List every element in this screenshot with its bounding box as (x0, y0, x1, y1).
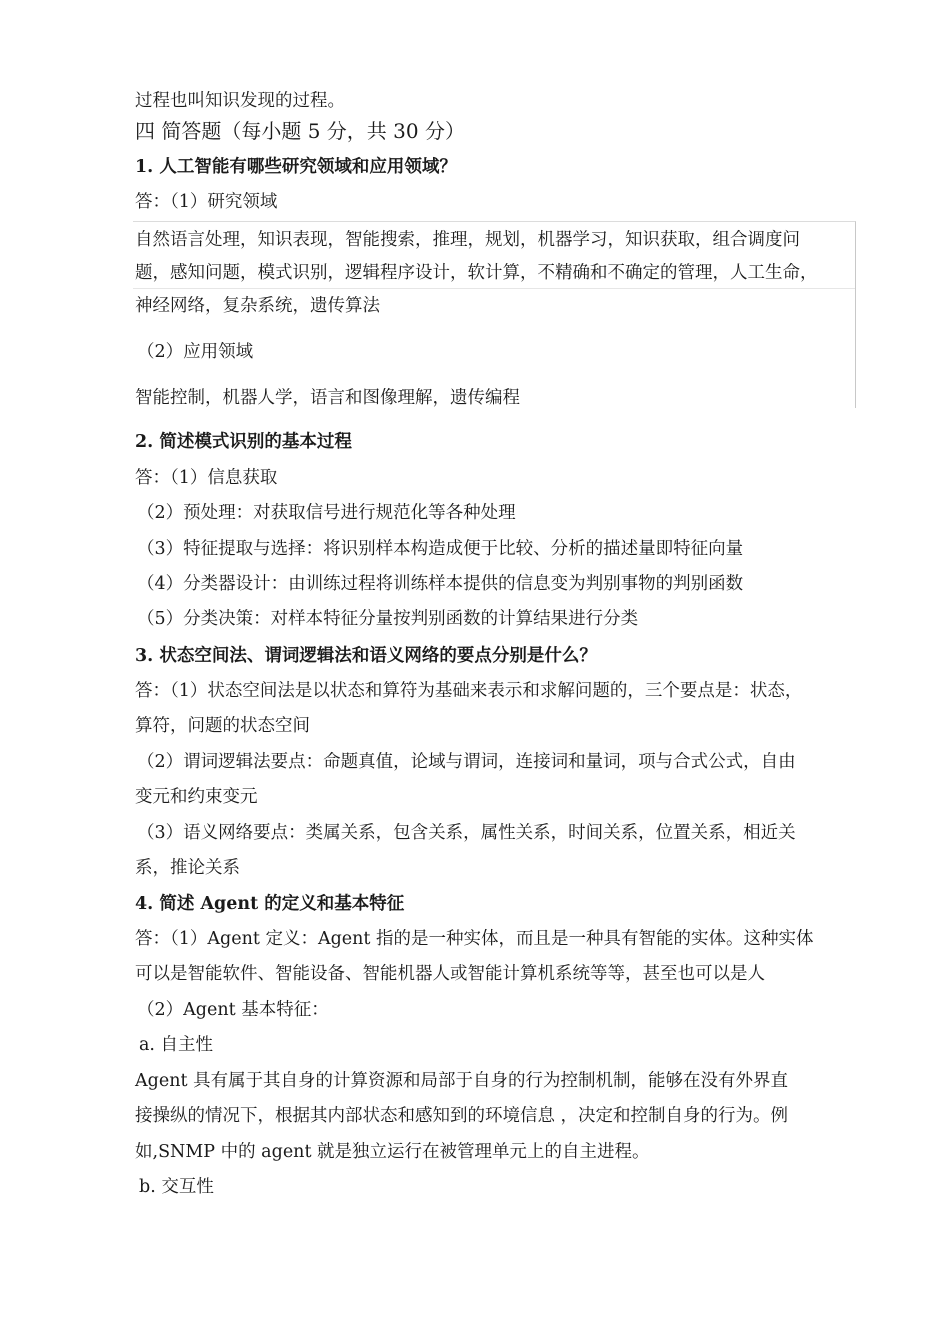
question-heading-4: 4. 简述 Agent 的定义和基本特征 (135, 894, 405, 914)
table-cell-text: 题，感知问题，模式识别，逻辑程序设计，软计算，不精确和不确定的管理，人工生命， (135, 263, 818, 283)
answer-line: （2）谓词逻辑法要点：命题真值，论域与谓词，连接词和量词，项与合式公式，自由 (137, 752, 796, 772)
text-line: 过程也叫知识发现的过程。 (135, 91, 345, 111)
answer-line: Agent 具有属于其自身的计算资源和局部于自身的行为控制机制，能够在没有外界直 (135, 1071, 789, 1091)
table-cell-text: 智能控制，机器人学，语言和图像理解，遗传编程 (135, 388, 520, 408)
answer-line: a. 自主性 (139, 1035, 214, 1055)
answer-line: （5）分类决策：对样本特征分量按判别函数的计算结果进行分类 (137, 609, 639, 629)
question-heading-3: 3. 状态空间法、谓词逻辑法和语义网络的要点分别是什么？ (135, 646, 597, 666)
answer-line: 变元和约束变元 (135, 787, 258, 807)
answer-line: 答：（1）Agent 定义：Agent 指的是一种实体，而且是一种具有智能的实体。这种实体 (135, 929, 814, 949)
answer-line: 系，推论关系 (135, 858, 240, 878)
answer-line: 如,SNMP 中的 agent 就是独立运行在被管理单元上的自主进程。 (135, 1142, 650, 1162)
answer-line: （2）Agent 基本特征： (137, 1000, 329, 1020)
answer-line: b. 交互性 (139, 1177, 214, 1197)
table-cell-text: 神经网络，复杂系统，遗传算法 (135, 296, 380, 316)
answer-line: 答：（1）状态空间法是以状态和算符为基础来表示和求解问题的，三个要点是：状态， (135, 681, 803, 701)
answer-line: 算符，问题的状态空间 (135, 716, 310, 736)
answer-line: 答：（1）信息获取 (135, 468, 278, 488)
section-heading: 四 简答题（每小题 5 分，共 30 分） (135, 119, 465, 143)
answer-line: （3）特征提取与选择：将识别样本构造成便于比较、分析的描述量即特征向量 (137, 539, 744, 559)
answer-line: 可以是智能软件、智能设备、智能机器人或智能计算机系统等等，甚至也可以是人 (135, 964, 765, 984)
answer-line: （3）语义网络要点：类属关系，包含关系，属性关系，时间关系，位置关系，相近关 (137, 823, 796, 843)
answer-line: 接操纵的情况下，根据其内部状态和感知到的环境信息 ，决定和控制自身的行为。例 (135, 1106, 789, 1126)
answer-line: 答：（1）研究领域 (135, 192, 278, 212)
answer-line: （4）分类器设计：由训练过程将训练样本提供的信息变为判别事物的判别函数 (137, 574, 744, 594)
table-cell-text: （2）应用领域 (137, 342, 254, 362)
table-cell-text: 自然语言处理，知识表现，智能搜索，推理，规划，机器学习，知识获取，组合调度问 (135, 230, 800, 250)
question-heading-2: 2. 简述模式识别的基本过程 (135, 432, 352, 452)
question-heading-1: 1. 人工智能有哪些研究领域和应用领域？ (135, 157, 457, 177)
answer-line: （2）预处理：对获取信号进行规范化等各种处理 (137, 503, 516, 523)
